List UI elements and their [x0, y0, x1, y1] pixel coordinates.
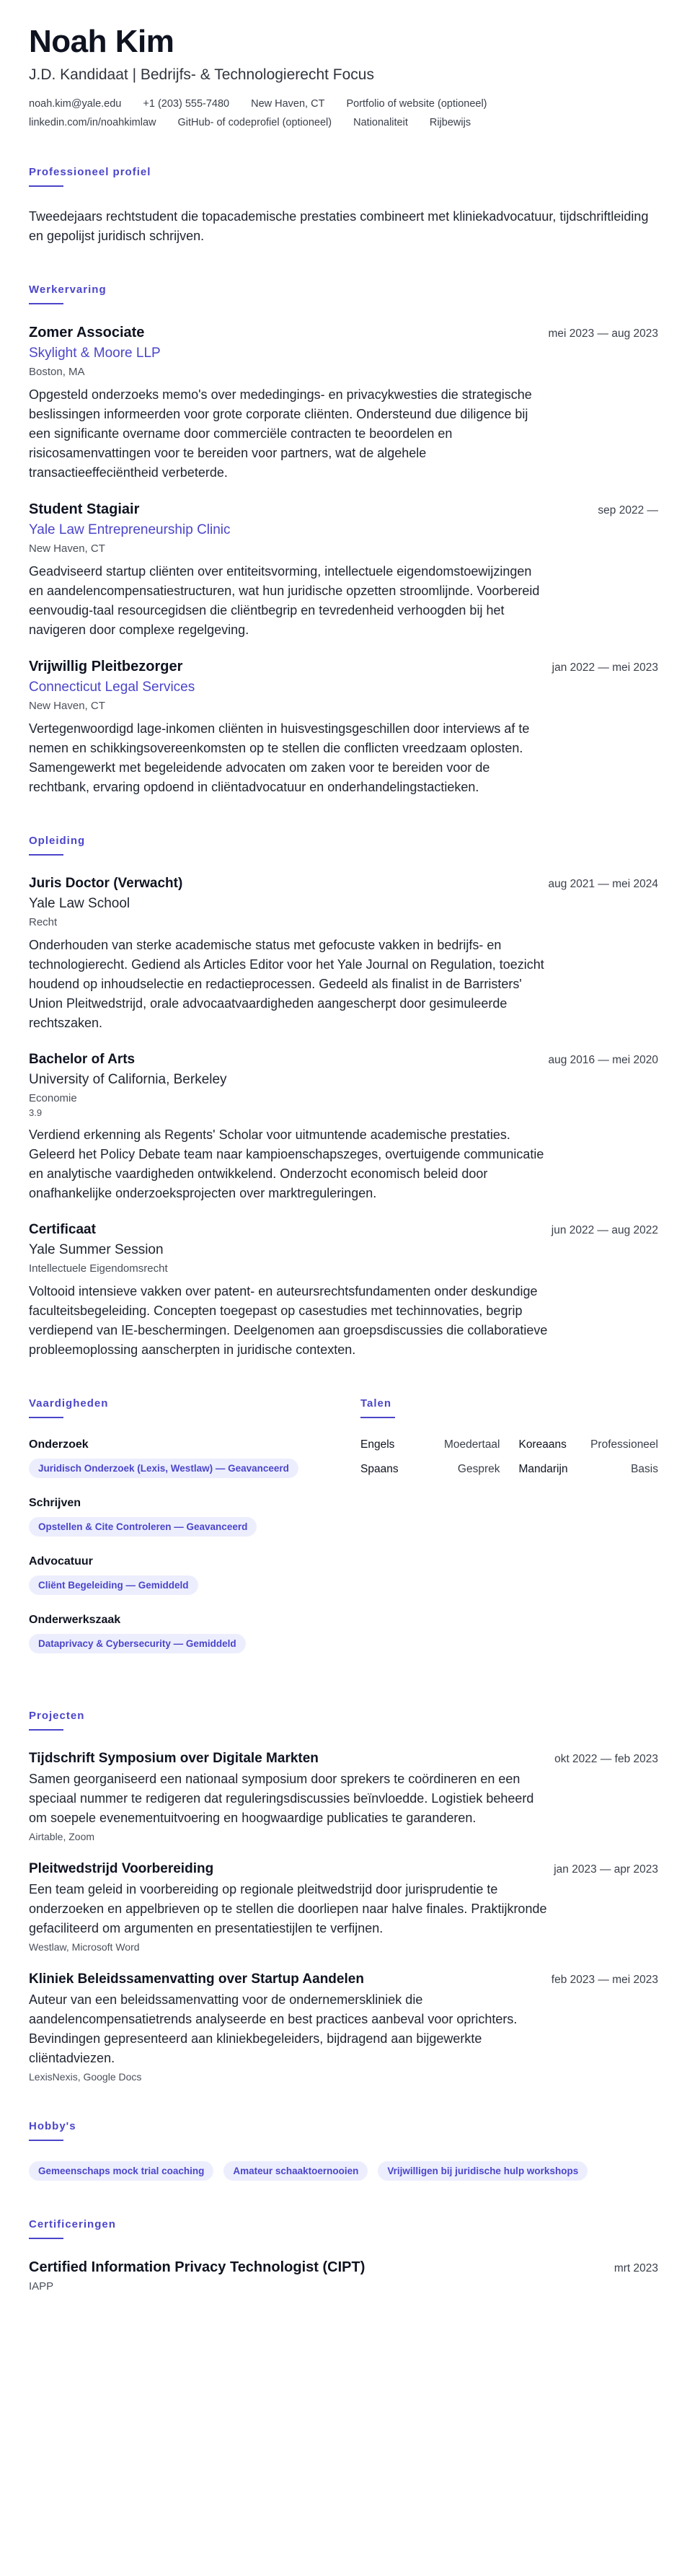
hobby-chip: Vrijwilligen bij juridische hulp workshops — [378, 2161, 588, 2181]
school-name: Yale Summer Session — [29, 1242, 164, 1258]
section-divider — [360, 1417, 395, 1418]
profile-text: Tweedejaars rechtstudent die topacademische prestaties combineert met kliniekadvocatuur, tijdschriftleiding en gepolijst juridisch schrijven. — [29, 209, 649, 244]
contact-nationality: Nationaliteit — [353, 117, 408, 129]
project-tools: LexisNexis, Google Docs — [29, 2071, 142, 2083]
language-item — [360, 1463, 500, 1476]
skill-category: Onderwerkszaak — [29, 1614, 121, 1627]
job-role: Zomer Associate — [29, 325, 145, 341]
project-tools: Westlaw, Microsoft Word — [29, 1941, 140, 1953]
job-location: New Haven, CT — [29, 700, 105, 713]
job-date: sep 2022 — — [598, 504, 658, 517]
job-employer: Skylight & Moore LLP — [29, 346, 161, 361]
certification-entry — [29, 2259, 658, 2293]
project-description: Auteur van een beleidssamenvatting voor de ondernemerskliniek die aandelencompensatietrends analyseerde en best practices aanbeval voor oprichters. Bevindingen gepresenteerd aan kliniekbegeleiders, bijdragend aan bijgewerkte cliëntadviezen. — [29, 1992, 518, 2066]
job-employer: Connecticut Legal Services — [29, 680, 195, 695]
section-divider — [29, 303, 63, 304]
languages-section — [360, 1397, 658, 1672]
section-divider — [29, 854, 63, 856]
experience-entry — [29, 659, 658, 797]
project-date: feb 2023 — mei 2023 — [551, 1974, 658, 1987]
field-of-study: Economie — [29, 1092, 77, 1105]
skill-chip: Opstellen & Cite Controleren — Geavanceerd — [29, 1517, 257, 1537]
skill-group — [29, 1497, 317, 1537]
section-divider — [29, 2238, 63, 2239]
candidate-headline: J.D. Kandidaat | Bedrijfs- & Technologierecht Focus — [29, 66, 374, 84]
skill-category: Schrijven — [29, 1497, 81, 1510]
hobby-chip: Gemeenschaps mock trial coaching — [29, 2161, 213, 2181]
job-date: mei 2023 — aug 2023 — [548, 328, 658, 340]
education-date: aug 2016 — mei 2020 — [548, 1054, 658, 1067]
section-title: Opleiding — [29, 835, 86, 848]
profile-section — [29, 166, 658, 246]
job-description: Opgesteld onderzoeks memo's over mededingings- en privacykwesties die strategische beslissingen informeerden voor grote corporate cliënten. Ondersteund due diligence bij een significante overname door commerciële contracten te beoordelen en risicosamenvattingen voor te bereiden voor partners, wat de algehele transactieeffeciëntheid verbeterde. — [29, 387, 532, 480]
project-name: Pleitwedstrijd Voorbereiding — [29, 1861, 214, 1877]
job-location: Boston, MA — [29, 366, 85, 379]
job-employer: Yale Law Entrepreneurship Clinic — [29, 522, 231, 538]
section-divider — [29, 2140, 63, 2141]
language-level: Moedertaal — [443, 1438, 500, 1451]
languages-grid — [360, 1438, 658, 1476]
experience-entry — [29, 325, 658, 483]
contact-phone[interactable]: +1 (203) 555-7480 — [143, 98, 230, 110]
certification-date: mrt 2023 — [613, 2262, 658, 2275]
project-entry — [29, 1971, 658, 2083]
degree-name: Certificaat — [29, 1222, 96, 1238]
section-title: Projecten — [29, 1710, 85, 1723]
education-entry — [29, 1222, 658, 1360]
skills-languages-row — [29, 1397, 658, 1672]
contact-drivers-license: Rijbewijs — [429, 117, 471, 129]
section-divider — [29, 185, 63, 187]
skill-group — [29, 1438, 317, 1478]
language-name: Koreaans — [518, 1438, 567, 1451]
projects-section — [29, 1710, 658, 2083]
resume-header — [29, 25, 658, 128]
contact-portfolio[interactable]: Portfolio of website (optioneel) — [346, 98, 487, 110]
experience-entry — [29, 501, 658, 640]
language-level: Professioneel — [590, 1438, 658, 1451]
job-role: Vrijwillig Pleitbezorger — [29, 659, 183, 675]
section-title: Vaardigheden — [29, 1397, 109, 1410]
hobby-chip: Amateur schaaktoernooien — [223, 2161, 368, 2181]
skill-chip: Cliënt Begeleiding — Gemiddeld — [29, 1575, 198, 1595]
field-of-study: Intellectuele Eigendomsrecht — [29, 1262, 168, 1275]
project-description: Een team geleid in voorbereiding op regionale pleitwedstrijd door jurisprudentie te onderzoeken en appelbrieven op te stellen die doorliepen naar halve finales. Praktijkronde gefaciliteerd om argumenten en presentatiestijlen te verfijnen. — [29, 1882, 547, 1936]
language-level: Basis — [631, 1463, 658, 1476]
degree-name: Juris Doctor (Verwacht) — [29, 876, 183, 892]
hobby-list — [29, 2161, 658, 2181]
language-item — [519, 1438, 659, 1451]
section-divider — [29, 1729, 63, 1731]
education-date: aug 2021 — mei 2024 — [548, 878, 658, 891]
language-name: Engels — [360, 1438, 395, 1451]
section-divider — [29, 1417, 63, 1418]
language-item — [519, 1463, 659, 1476]
skill-group — [29, 1614, 317, 1653]
contact-location: New Haven, CT — [251, 98, 325, 110]
skill-category: Advocatuur — [29, 1555, 93, 1568]
language-item — [360, 1438, 500, 1451]
school-name: Yale Law School — [29, 896, 130, 912]
job-date: jan 2022 — mei 2023 — [551, 661, 658, 674]
contact-linkedin[interactable]: linkedin.com/in/noahkimlaw — [29, 117, 156, 129]
section-title: Talen — [360, 1397, 392, 1410]
education-entry — [29, 1052, 658, 1203]
school-name: University of California, Berkeley — [29, 1072, 227, 1088]
project-name: Tijdschrift Symposium over Digitale Markten — [29, 1751, 319, 1767]
education-entry — [29, 876, 658, 1033]
education-description: Onderhouden van sterke academische status met gefocuste vakken in bedrijfs- en technologierecht. Gediend als Articles Editor voor het Yale Journal on Regulation, toezicht houdend op inhoudselectie en redactieprocessen. Gedeeld als finalist in de Barristers' Union Pleitwedstrijd, orale advocaatvaardigheden aangescherpt door gesimuleerde rechtszaken. — [29, 938, 544, 1031]
project-date: okt 2022 — feb 2023 — [554, 1753, 658, 1766]
education-date: jun 2022 — aug 2022 — [551, 1224, 658, 1237]
section-title: Professioneel profiel — [29, 166, 151, 179]
field-of-study: Recht — [29, 916, 58, 929]
skill-category: Onderzoek — [29, 1438, 89, 1451]
job-role: Student Stagiair — [29, 501, 140, 518]
certification-issuer: IAPP — [29, 2280, 54, 2293]
candidate-name: Noah Kim — [29, 24, 174, 59]
gpa-value: 3.9 — [29, 1107, 43, 1119]
project-tools: Airtable, Zoom — [29, 1831, 95, 1843]
project-entry — [29, 1861, 658, 1953]
education-description: Voltooid intensieve vakken over patent- en auteursrechtsfundamenten onder deskundige faculteitsbegeleiding. Concepten toegepast op casestudies met techinnovaties, begrip verdiepend van IE-beschermingen. Deelgenomen aan groepsdiscussies die collaboratieve probleemoplossing aanscherpten in juridische contexten. — [29, 1284, 548, 1358]
job-description: Geadviseerd startup cliënten over entiteitsvorming, intellectuele eigendomstoewijzingen en aandelencompensatiestructuren, wat hun juridische opzetten stroomlijnde. Voorbereid eenvoudig-taal resourcegidsen die cliëntbegrip en tevredenheid verhoogden bij het navigeren door complexe regelgeving. — [29, 564, 540, 638]
language-level: Gesprek — [457, 1463, 500, 1476]
project-description: Samen georganiseerd een nationaal symposium door sprekers te coördineren en een speciaal nummer te redigeren dat reguleringsdiscussies beïnvloedde. Logistiek beheerd om soepele evenementuitvoering en hoogwaardige publicaties te garanderen. — [29, 1772, 534, 1826]
project-name: Kliniek Beleidssamenvatting over Startup Aandelen — [29, 1971, 364, 1987]
skill-group — [29, 1555, 317, 1595]
skill-chip: Juridisch Onderzoek (Lexis, Westlaw) — Geavanceerd — [29, 1459, 298, 1478]
experience-section — [29, 283, 658, 797]
certification-name: Certified Information Privacy Technologist (CIPT) — [29, 2259, 365, 2276]
education-section — [29, 835, 658, 1360]
skills-section — [29, 1397, 317, 1672]
section-title: Hobby's — [29, 2120, 76, 2133]
skill-chip: Dataprivacy & Cybersecurity — Gemiddeld — [29, 1634, 246, 1653]
hobbies-section — [29, 2120, 658, 2181]
contact-email[interactable]: noah.kim@yale.edu — [29, 98, 122, 110]
contact-github[interactable]: GitHub- of codeprofiel (optioneel) — [177, 117, 332, 129]
contact-list — [29, 98, 620, 128]
project-date: jan 2023 — apr 2023 — [554, 1863, 658, 1876]
job-description: Vertegenwoordigd lage-inkomen cliënten in huisvestingsgeschillen door interviews af te nemen en schikkingsovereenkomsten op te stellen die conflicten vreedzaam oplosten. Samengewerkt met begeleidende advocaten om zaken voor te bereiden voor de rechtbank, ervaring opdoend in cliëntadvocatuur en onderhandelingstactieken. — [29, 721, 530, 795]
section-title: Werkervaring — [29, 283, 107, 296]
language-name: Spaans — [360, 1463, 399, 1476]
section-title: Certificeringen — [29, 2218, 116, 2231]
certifications-section — [29, 2218, 658, 2293]
language-name: Mandarijn — [518, 1463, 568, 1476]
education-description: Verdiend erkenning als Regents' Scholar voor uitmuntende academische prestaties. Geleerd het Policy Debate team naar kampioenschapszeges, overtuigende communicatie en analytische vaardigheden ontwikkelend. Onderzocht economisch beleid door onafhankelijke onderzoeksprojecten over marktreguleringen. — [29, 1127, 544, 1201]
job-location: New Haven, CT — [29, 542, 105, 555]
degree-name: Bachelor of Arts — [29, 1052, 136, 1068]
project-entry — [29, 1751, 658, 1842]
